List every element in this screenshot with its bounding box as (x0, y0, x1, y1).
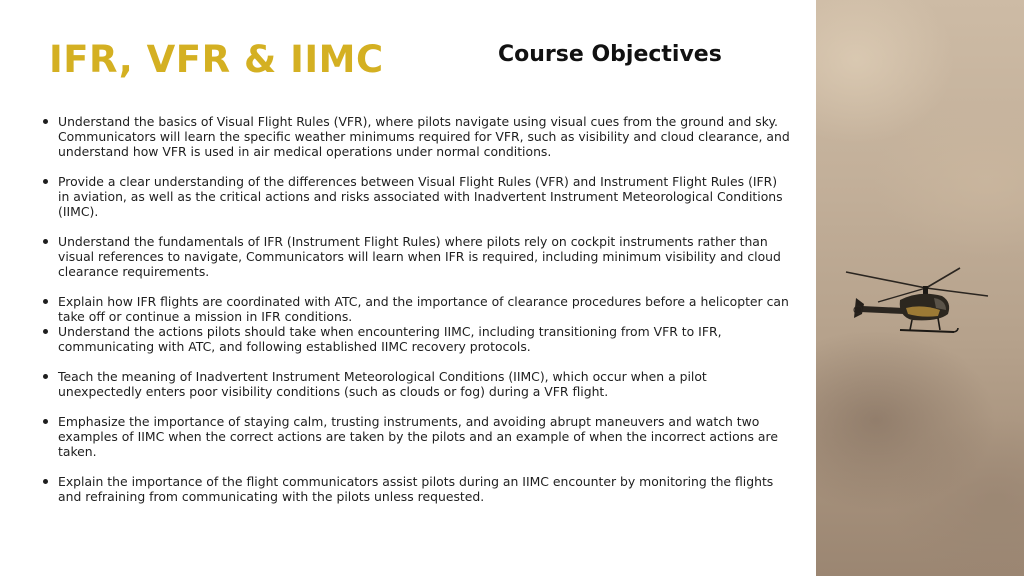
slide-subtitle: Course Objectives (498, 42, 722, 67)
objective-item: Understand the basics of Visual Flight Rules (VFR), where pilots navigate using visual cues from the ground and sky. Communicators will learn the specific weather minimums required for VFR, such as visibility and cloud clearance, and understand how VFR is used in air medical operations under normal conditions. (40, 114, 792, 159)
objective-item: Teach the meaning of Inadvertent Instrument Meteorological Conditions (IIMC), which occur when a pilot unexpectedly enters poor visibility conditions (such as clouds or fog) during a VFR flight. (40, 369, 792, 399)
objective-item: Emphasize the importance of staying calm, trusting instruments, and avoiding abrupt maneuvers and watch two examples of IIMC when the correct actions are taken by the pilots and an example of when the incorrect actions are taken. (40, 414, 792, 459)
objectives-list (40, 114, 792, 504)
slide-title: IFR, VFR & IIMC (49, 38, 384, 81)
helicopter-photo (816, 0, 1024, 576)
objective-item: Provide a clear understanding of the differences between Visual Flight Rules (VFR) and Instrument Flight Rules (IFR) in aviation, as well as the critical actions and risks associated with Inadvertent Instrument Meteorological Conditions (IIMC). (40, 174, 792, 219)
objective-item: Understand the actions pilots should take when encountering IIMC, including transitioning from VFR to IFR, communicating with ATC, and following established IIMC recovery protocols. (40, 324, 792, 354)
objective-item: Explain how IFR flights are coordinated with ATC, and the importance of clearance procedures before a helicopter can take off or continue a mission in IFR conditions. (40, 294, 792, 324)
objective-item: Understand the fundamentals of IFR (Instrument Flight Rules) where pilots rely on cockpit instruments rather than visual references to navigate, Communicators will learn when IFR is required, including minimum visibility and cloud clearance requirements. (40, 234, 792, 279)
helicopter-icon (842, 258, 992, 348)
objective-item: Explain the importance of the flight communicators assist pilots during an IIMC encounter by monitoring the flights and refraining from communicating with the pilots unless requested. (40, 474, 792, 504)
